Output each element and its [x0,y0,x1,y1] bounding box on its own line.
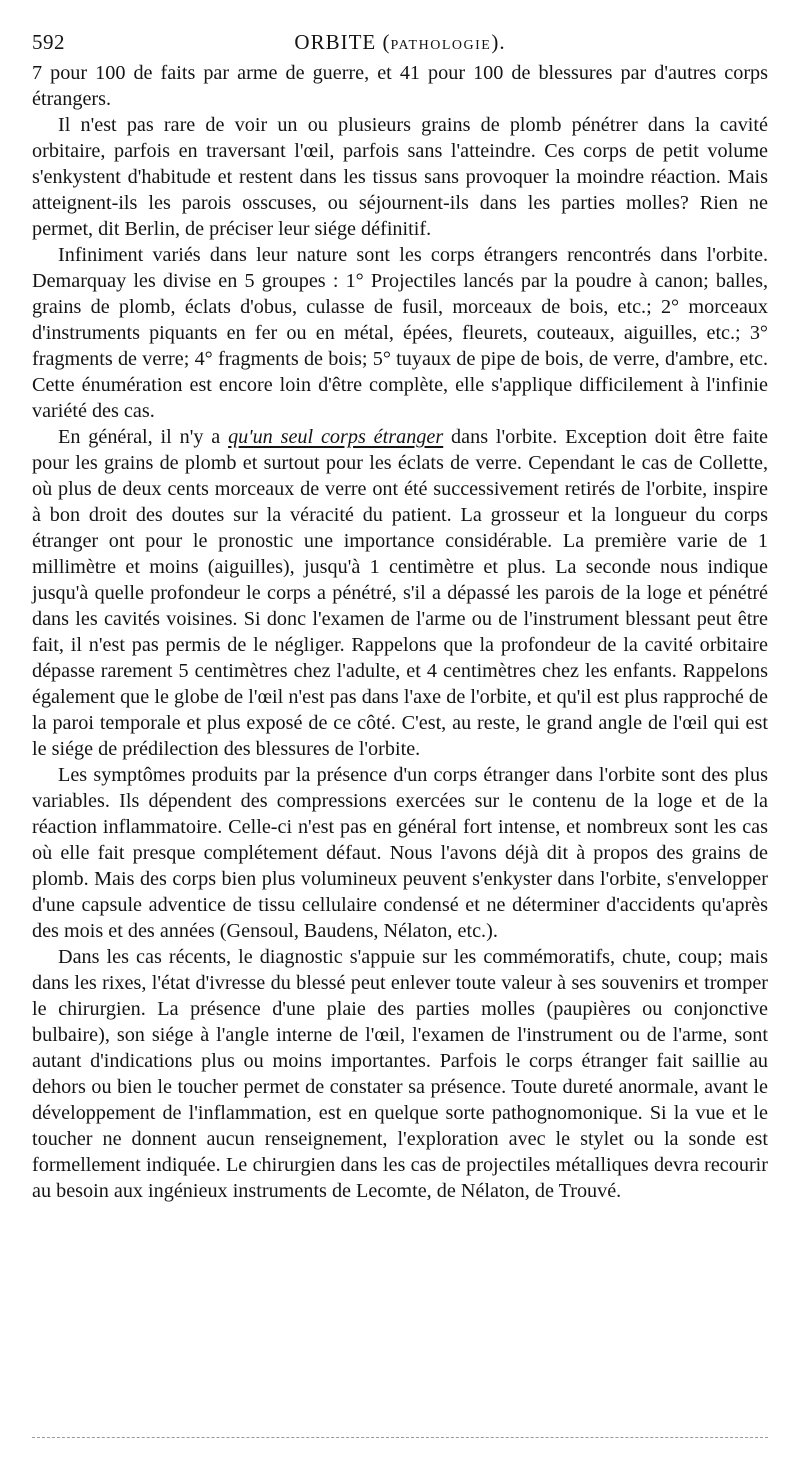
text-run: Dans les cas récents, le diagnostic s'appuie sur les commémoratifs, chute, coup; mais dans les rixes, l'état d'ivresse du blessé peut enlever toute valeur à ses souvenirs et tromper le chirurgien. La présence d'une plaie des parties molles (paupières ou conjonctive bulbaire), son siége à l'angle interne de l'œil, l'examen de l'instrument ou de l'arme, sont autant d'indications plus ou moins importantes. Parfois le corps étranger fait saillie au dehors ou bien le toucher permet de constater sa présence. Toute dureté anormale, avant le développement de l'inflammation, est en quelque sorte pathognomonique. Si la vue et le toucher ne donnent aucun renseignement, l'exploration avec le stylet ou la sonde est formellement indiquée. Le chirurgien dans les cas de projectiles métalliques devra recourir au besoin aux ingénieux instruments de Lecomte, de Nélaton, de Trouvé. [32,946,768,1202]
page-number: 592 [32,30,65,54]
running-title [32,28,768,60]
book-page [32,28,768,1204]
footer-rule [32,1437,768,1438]
paragraph [32,424,768,762]
running-title-sub: PATHOLOGIE [390,38,492,53]
paragraph [32,60,768,112]
text-run: Les symptômes produits par la présence d'un corps étranger dans l'orbite sont des plus variables. Ils dépendent des compressions exercées sur le contenu de la loge et de la réaction inflammatoire. Celle-ci n'est pas en général fort intense, et nombreux sont les cas où elle fait presque complétement défaut. Nous l'avons déjà dit à propos des grains de plomb. Mais des corps bien plus volumineux peuvent s'enkyster dans l'orbite, s'envelopper d'une capsule adventice de tissu cellulaire condensé et ne déterminer d'accidents qu'après des mois et des années (Gensoul, Baudens, Nélaton, etc.). [32,764,768,942]
text-run: Il n'est pas rare de voir un ou plusieurs grains de plomb pénétrer dans la cavité orbitaire, parfois en traversant l'œil, parfois sans l'atteindre. Ces corps de petit volume s'enkystent d'habitude et restent dans les tissus sans provoquer la moindre réaction. Mais atteignent-ils les parois osscuses, ou séjournent-ils dans les parties molles? Rien ne permet, dit Berlin, de préciser leur siége définitif. [32,114,768,240]
text-run: En général, il n'y a [58,426,229,448]
paragraph [32,242,768,424]
text-run: dans l'orbite. Exception doit être faite pour les grains de plomb et surtout pour les éclats de verre. Cependant le cas de Collette, où plus de deux cents morceaux de verre ont été successivement retirés de l'orbite, inspire à bon droit des doutes sur la véracité du patient. La grosseur et la longueur du corps étranger ont pour le pronostic une importance considérable. La première varie de 1 millimètre et moins (aiguilles), jusqu'à 1 centimètre et plus. La seconde nous indique jusqu'à quelle profondeur le corps a pénétré, s'il a dépassé les parois de la loge et pénétré dans les cavités voisines. Si donc l'examen de l'arme ou de l'instrument blessant peut être fait, il n'est pas permis de le négliger. Rappelons que la profondeur de la cavité orbitaire dépasse rarement 5 centimètres chez l'adulte, et 4 centimètres chez les enfants. Rappelons également que le globe de l'œil n'est pas dans l'axe de l'orbite, et qu'il est plus rapproché de la paroi temporale et plus exposé de ce côté. C'est, au reste, le grand angle de l'œil qui est le siége de prédilection des blessures de l'orbite. [32,426,768,760]
emphasized-phrase: qu'un seul corps étranger [228,426,444,448]
paragraph [32,112,768,242]
paragraph [32,944,768,1204]
running-title-paren-open: ( [376,30,391,54]
text-run: 7 pour 100 de faits par arme de guerre, et 41 pour 100 de blessures par d'autres corps étrangers. [32,62,768,110]
running-title-paren-close: ). [491,30,506,54]
text-run: Infiniment variés dans leur nature sont les corps étrangers rencontrés dans l'orbite. Demarquay les divise en 5 groupes : 1° Projectiles lancés par la poudre à canon; balles, grains de plomb, éclats d'obus, culasse de fusil, morceaux de bois, etc.; 2° morceaux d'instruments piquants en fer ou en métal, épées, fleurets, couteaux, aiguilles, etc.; 3° fragments de verre; 4° fragments de bois; 5° tuyaux de pipe de bois, de verre, d'ambre, etc. Cette énumération est encore loin d'être complète, elle s'applique difficilement à l'infinie variété des cas. [32,244,768,422]
running-head [32,28,768,56]
body-text [32,60,768,1204]
running-title-main: ORBITE [294,30,377,54]
paragraph [32,762,768,944]
